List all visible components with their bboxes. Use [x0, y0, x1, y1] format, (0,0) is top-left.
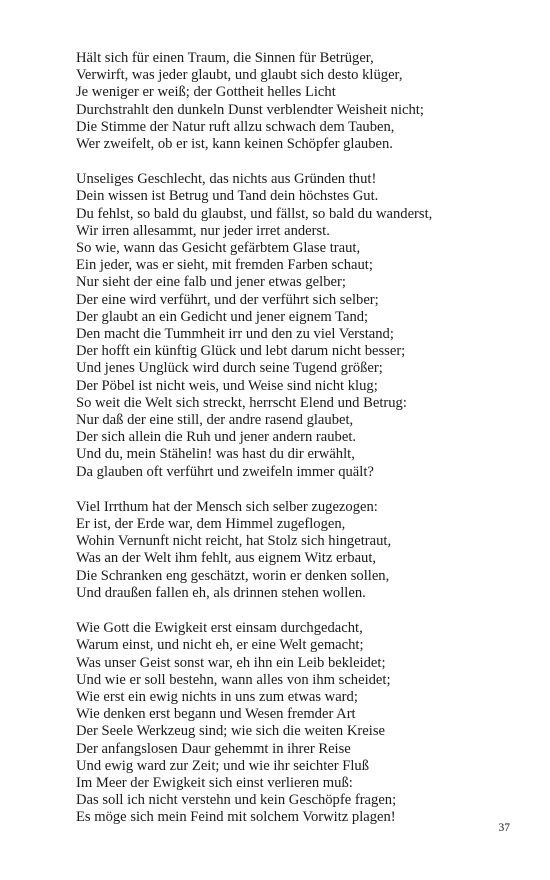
verse-line: Der Seele Werkzeug sind; wie sich die weiten Kreise — [76, 723, 385, 740]
verse-line: Der eine wird verführt, und der verführt sich selber; — [76, 291, 379, 308]
verse-line: Den macht die Tummheit irr und den zu viel Verstand; — [76, 326, 394, 343]
verse-line: Was an der Welt ihm fehlt, aus eignem Witz erbaut, — [76, 550, 377, 567]
verse-line: Wie denken erst begann und Wesen fremder Art — [76, 706, 356, 723]
verse-line: Unseliges Geschlecht, das nichts aus Gründen thut! — [76, 171, 377, 188]
verse-line: Und wie er soll bestehn, wann alles von ihm scheidet; — [76, 671, 391, 688]
verse-line: Die Stimme der Natur ruft allzu schwach dem Tauben, — [76, 118, 395, 135]
verse-line: Nur sieht der eine falb und jener etwas gelber; — [76, 274, 346, 291]
page-number: 37 — [498, 822, 510, 834]
verse-line: Ein jeder, was er sieht, mit fremden Farben schaut; — [76, 257, 373, 274]
verse-line: So weit die Welt sich streckt, herrscht Elend und Betrug: — [76, 394, 407, 411]
verse-line: Je weniger er weiß; der Gottheit helles Licht — [76, 84, 336, 101]
stanza — [76, 499, 536, 602]
verse-line: Viel Irrthum hat der Mensch sich selber zugezogen: — [76, 498, 378, 515]
verse-line: Der hofft ein künftig Glück und lebt darum nicht besser; — [76, 343, 406, 360]
verse-line: Der Pöbel ist nicht weis, und Weise sind nicht klug; — [76, 377, 378, 394]
verse-line: Die Schranken eng geschätzt, worin er denken sollen, — [76, 567, 390, 584]
verse-line: Hält sich für einen Traum, die Sinnen für Betrüger, — [76, 50, 374, 66]
verse-line: Und ewig ward zur Zeit; und wie ihr seichter Fluß — [76, 757, 370, 774]
verse-line: Der sich allein die Ruh und jener andern raubet. — [76, 429, 357, 446]
stanza — [76, 620, 536, 826]
verse-line: Wie erst ein ewig nichts in uns zum etwas ward; — [76, 688, 358, 705]
verse-line: Und draußen fallen eh, als drinnen stehen wollen. — [76, 584, 366, 601]
verse-line: Das soll ich nicht verstehn und kein Geschöpfe fragen; — [76, 792, 397, 809]
verse-line: Es möge sich mein Feind mit solchem Vorwitz plagen! — [76, 809, 396, 826]
verse-line: Dein wissen ist Betrug und Tand dein höchstes Gut. — [76, 188, 379, 205]
verse-line: Im Meer der Ewigkeit sich einst verlieren muß: — [76, 774, 353, 791]
verse-line: Du fehlst, so bald du glaubst, und fällst, so bald du wanderst, — [76, 205, 433, 222]
verse-line: Und du, mein Stähelin! was hast du dir erwählt, — [76, 446, 355, 463]
stanza — [76, 50, 536, 153]
verse-line: Was unser Geist sonst war, eh ihn ein Leib bekleidet; — [76, 654, 386, 671]
verse-line: Da glauben oft verführt und zweifeln immer quält? — [76, 463, 374, 480]
verse-line: Er ist, der Erde war, dem Himmel zugeflogen, — [76, 516, 346, 533]
verse-line: Und jenes Unglück wird durch seine Tugend größer; — [76, 360, 383, 377]
verse-line: Wohin Vernunft nicht reicht, hat Stolz sich hingetraut, — [76, 533, 392, 550]
poem-body — [76, 50, 536, 845]
verse-line: Der glaubt an ein Gedicht und jener eignem Tand; — [76, 308, 369, 325]
verse-line: Wir irren allesammt, nur jeder irret anderst. — [76, 222, 330, 239]
verse-line: Wer zweifelt, ob er ist, kann keinen Schöpfer glauben. — [76, 136, 393, 153]
verse-line: Verwirft, was jeder glaubt, und glaubt sich desto klüger, — [76, 67, 403, 84]
verse-line: Warum einst, und nicht eh, er eine Welt gemacht; — [76, 637, 364, 654]
stanza — [76, 171, 536, 481]
verse-line: Der anfangslosen Daur gehemmt in ihrer Reise — [76, 740, 351, 757]
verse-line: Wie Gott die Ewigkeit erst einsam durchgedacht, — [76, 620, 363, 637]
verse-line: Nur daß der eine still, der andre rasend glaubet, — [76, 412, 354, 429]
verse-line: So wie, wann das Gesicht gefärbtem Glase traut, — [76, 240, 361, 257]
verse-line: Durchstrahlt den dunkeln Dunst verblendter Weisheit nicht; — [76, 101, 424, 118]
